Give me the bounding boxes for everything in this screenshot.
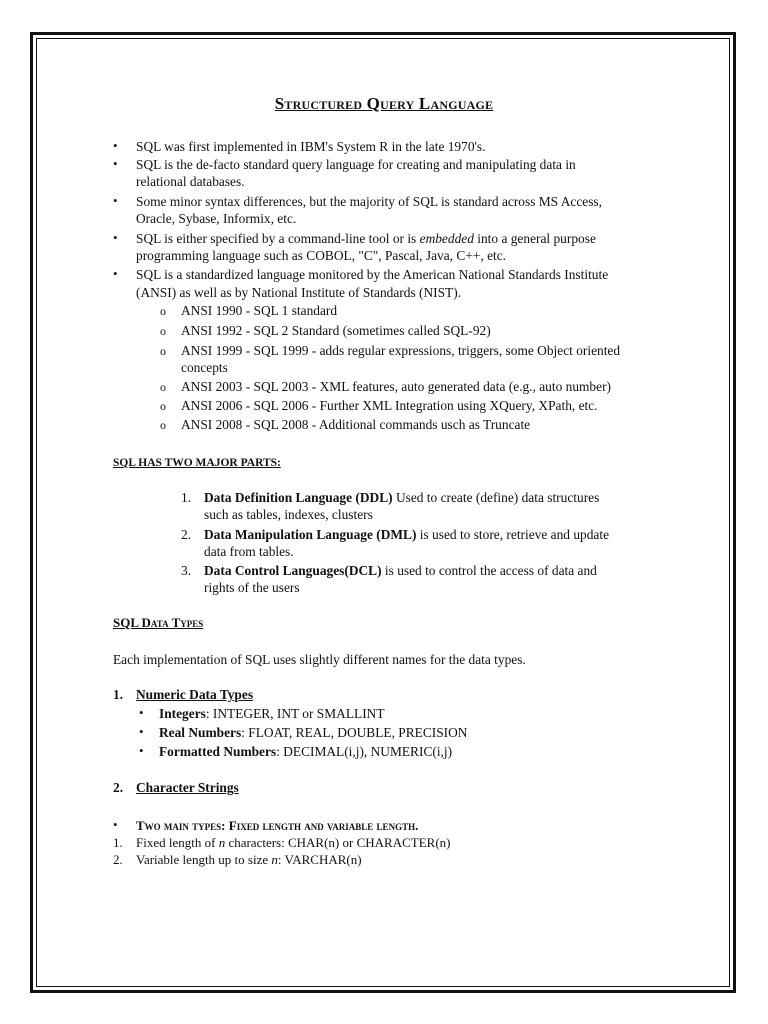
list-item: Integers: INTEGER, INT or SMALLINT (159, 706, 385, 721)
bullet-icon: • (139, 743, 144, 758)
list-item: ANSI 1992 - SQL 2 Standard (sometimes called SQL-92) (181, 323, 491, 338)
list-item: ANSI 1990 - SQL 1 standard (181, 303, 338, 318)
list-item-continuation: relational databases. (136, 174, 245, 189)
bullet-icon: • (113, 138, 118, 153)
list-item: Fixed length of n characters: CHAR(n) or CHARACTER(n) (136, 835, 451, 850)
list-item-continuation: data from tables. (204, 544, 294, 559)
list-item-continuation: such as tables, indexes, clusters (204, 507, 373, 522)
list-item: SQL is either specified by a command-line tool or is embedded into a general purpose (136, 231, 596, 246)
list-item: SQL was first implemented in IBM's System R in the late 1970's. (136, 139, 486, 154)
two-main-types: Two main types: Fixed length and variable length. (136, 818, 419, 833)
bullet-icon: • (113, 266, 118, 281)
circle-bullet-icon: o (160, 380, 166, 394)
list-number: 2. (113, 780, 124, 795)
section-heading-parts: SQL HAS TWO MAJOR PARTS: (113, 457, 281, 469)
list-item-continuation: concepts (181, 360, 228, 375)
list-item: ANSI 1999 - SQL 1999 - adds regular expressions, triggers, some Object oriented (181, 343, 621, 358)
list-item-continuation: rights of the users (204, 580, 300, 595)
bullet-icon: • (139, 724, 144, 739)
list-item: Data Definition Language (DDL) Used to create (define) data structures (204, 490, 600, 505)
list-item-continuation: (ANSI) as well as by National Institute of Standards (NIST). (136, 285, 462, 300)
list-number: 1. (113, 835, 123, 850)
list-item: ANSI 2008 - SQL 2008 - Additional commands usch as Truncate (181, 417, 531, 432)
bullet-icon: • (113, 193, 118, 208)
list-item: Formatted Numbers: DECIMAL(i,j), NUMERIC(i,j) (159, 744, 453, 759)
page-title: Structured Query Language (274, 94, 494, 113)
list-item: Data Control Languages(DCL) is used to control the access of data and (204, 563, 597, 578)
list-item: Data Manipulation Language (DML) is used to store, retrieve and update (204, 527, 610, 542)
list-item: SQL is a standardized language monitored by the American National Standards Institute (136, 267, 609, 282)
list-number: 2. (181, 527, 192, 542)
circle-bullet-icon: o (160, 344, 166, 358)
paragraph: Each implementation of SQL uses slightly different names for the data types. (113, 652, 526, 667)
list-item: ANSI 2006 - SQL 2006 - Further XML Integration using XQuery, XPath, etc. (181, 398, 598, 413)
list-item: Real Numbers: FLOAT, REAL, DOUBLE, PRECISION (159, 725, 468, 740)
list-item-continuation: programming language such as COBOL, "C", Pascal, Java, C++, etc. (136, 248, 507, 263)
list-item-continuation: Oracle, Sybase, Informix, etc. (136, 211, 297, 226)
list-item: ANSI 2003 - SQL 2003 - XML features, auto generated data (e.g., auto number) (181, 379, 611, 394)
circle-bullet-icon: o (160, 324, 166, 338)
bullet-icon: • (113, 817, 118, 832)
list-number: 3. (181, 563, 192, 578)
bullet-icon: • (113, 156, 118, 171)
circle-bullet-icon: o (160, 304, 166, 318)
list-number: 2. (113, 852, 123, 867)
circle-bullet-icon: o (160, 399, 166, 413)
subheading-character: Character Strings (136, 780, 239, 795)
section-heading-data-types: SQL Data Types (113, 615, 204, 630)
list-item: Variable length up to size n: VARCHAR(n) (136, 852, 362, 867)
list-item: Some minor syntax differences, but the majority of SQL is standard across MS Access, (136, 194, 602, 209)
list-number: 1. (181, 490, 192, 505)
subheading-numeric: Numeric Data Types (136, 687, 254, 702)
bullet-icon: • (139, 705, 144, 720)
bullet-icon: • (113, 230, 118, 245)
circle-bullet-icon: o (160, 418, 166, 432)
list-number: 1. (113, 687, 124, 702)
list-item: SQL is the de-facto standard query language for creating and manipulating data in (136, 157, 576, 172)
